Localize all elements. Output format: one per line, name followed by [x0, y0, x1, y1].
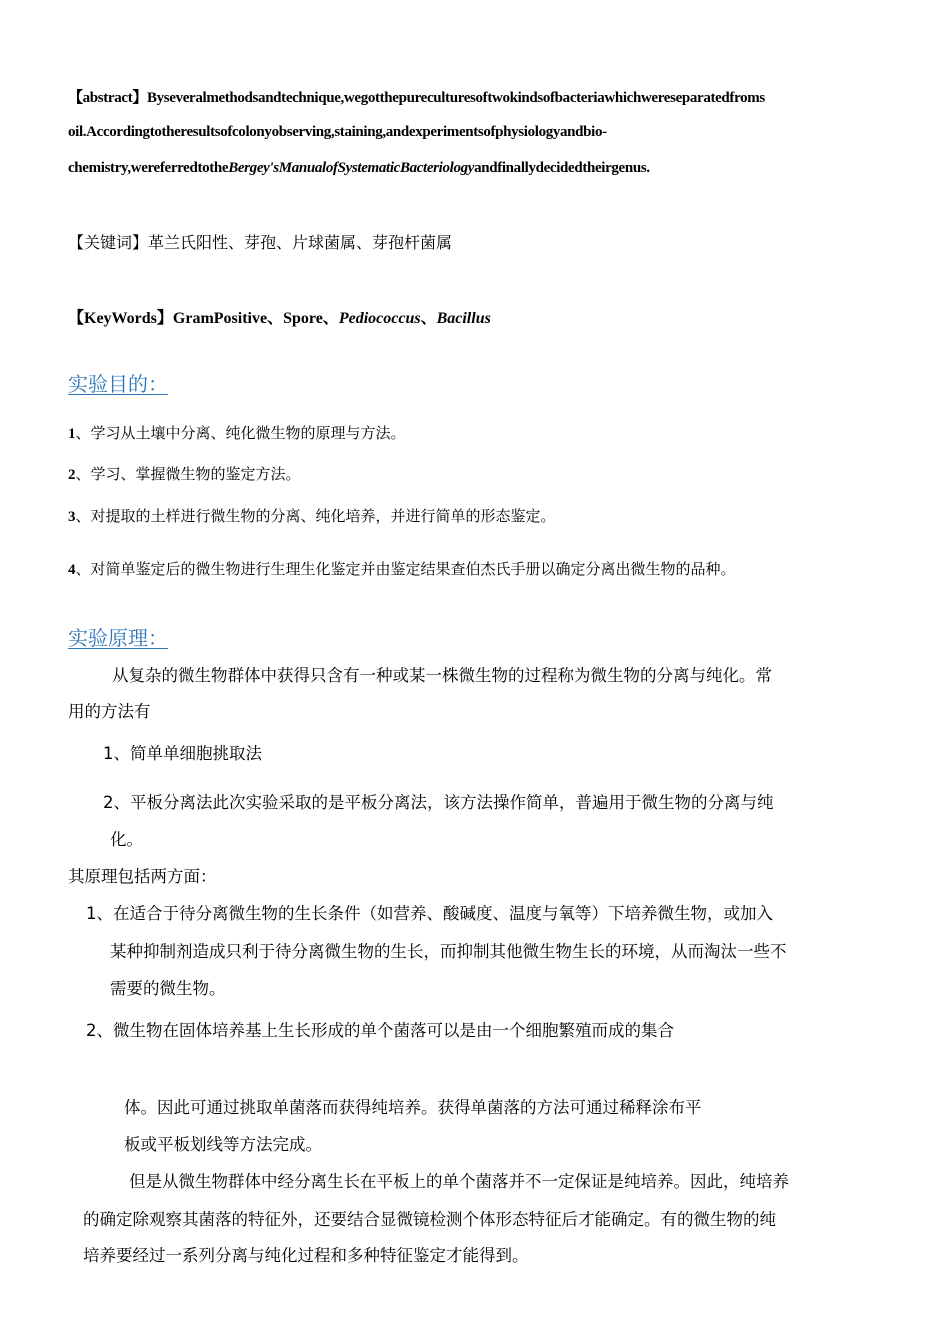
- abstract-text: oil.Accordingtotheresultsofcolonyobserving,staining,andexperimentsofphysiologyandbio-: [68, 124, 607, 140]
- item-text: 、对简单鉴定后的微生物进行生理生化鉴定并由鉴定结果查伯杰氏手册以确定分离出微生物的品种。: [75, 560, 736, 578]
- aspect-2-line-3: 板或平板划线等方法完成。: [124, 1135, 322, 1154]
- method-2-line-1: 2、平板分离法此次实验采取的是平板分离法，该方法操作简单，普遍用于微生物的分离与纯: [103, 793, 774, 812]
- aspect-1-line-1: 1、在适合于待分离微生物的生长条件（如营养、酸碱度、温度与氧等）下培养微生物，或加入: [86, 904, 773, 923]
- item-text: 、学习、掌握微生物的鉴定方法。: [75, 465, 301, 483]
- final-line-1: 但是从微生物群体中经分离生长在平板上的单个菌落并不一定保证是纯培养。因此，纯培养: [129, 1172, 789, 1191]
- separator: 、: [420, 310, 437, 327]
- item-number: 2: [68, 467, 76, 483]
- genus-bacillus: Bacillus: [436, 310, 491, 327]
- purpose-item-1: [68, 422, 406, 443]
- method-2-line-2: 化。: [110, 830, 143, 849]
- keywords-cn: [68, 230, 452, 253]
- book-title: Bergey'sManualofSystematicBacteriology: [228, 160, 475, 176]
- purpose-item-4: [68, 558, 736, 579]
- item-text: 、对提取的土样进行微生物的分离、纯化培养，并进行简单的形态鉴定。: [75, 507, 556, 525]
- purpose-heading: [68, 368, 168, 397]
- abstract-line-3: [68, 160, 650, 177]
- two-aspects: 其原理包括两方面：: [68, 867, 217, 886]
- final-line-3: 培养要经过一系列分离与纯化过程和多种特征鉴定才能得到。: [83, 1246, 529, 1265]
- purpose-heading-text: 实验目的：: [68, 372, 168, 396]
- purpose-item-3: [68, 505, 556, 526]
- abstract-line-1: [68, 86, 765, 107]
- keywords-en: [68, 305, 491, 328]
- abstract-text: andfinallydecidedtheirgenus.: [474, 160, 650, 176]
- genus-pediococcus: Pediococcus: [338, 310, 421, 327]
- aspect-2-line-2: 体。因此可通过挑取单菌落而获得纯培养。获得单菌落的方法可通过稀释涂布平: [124, 1098, 702, 1117]
- item-text: 、学习从土壤中分离、纯化微生物的原理与方法。: [75, 424, 406, 442]
- abstract-line-2: [68, 124, 607, 141]
- keywords-cn-label: 【关键词】: [68, 235, 149, 252]
- aspect-2-line-1: 2、微生物在固体培养基上生长形成的单个菌落可以是由一个细胞繁殖而成的集合: [86, 1021, 674, 1040]
- item-number: 3: [68, 509, 76, 525]
- abstract-text: chemistry,wereferredtothe: [68, 160, 229, 176]
- abstract-text: 【abstract】Byseveralmethodsandtechnique,wegotthepureculturesoftwokindsofbacteriawhichwereseparatedfroms: [68, 90, 765, 106]
- principle-heading: [68, 622, 168, 651]
- method-1: 1、简单单细胞挑取法: [103, 744, 262, 763]
- item-number: 4: [68, 562, 76, 578]
- principle-intro-line-2: 用的方法有: [68, 702, 151, 721]
- final-line-2: 的确定除观察其菌落的特征外，还要结合显微镜检测个体形态特征后才能确定。有的微生物的纯: [83, 1210, 776, 1229]
- principle-intro-line-1: 从复杂的微生物群体中获得只含有一种或某一株微生物的过程称为微生物的分离与纯化。常: [112, 666, 772, 685]
- principle-heading-text: 实验原理：: [68, 626, 168, 650]
- keywords-en-label: 【KeyWords】GramPositive、Spore、: [68, 310, 339, 327]
- aspect-1-line-3: 需要的微生物。: [110, 979, 226, 998]
- keywords-cn-text: 革兰氏阳性、芽孢、片球菌属、芽孢杆菌属: [148, 235, 453, 252]
- purpose-item-2: [68, 463, 301, 484]
- item-number: 1: [68, 426, 76, 442]
- aspect-1-line-2: 某种抑制剂造成只利于待分离微生物的生长，而抑制其他微生物生长的环境，从而淘汰一些不: [110, 942, 787, 961]
